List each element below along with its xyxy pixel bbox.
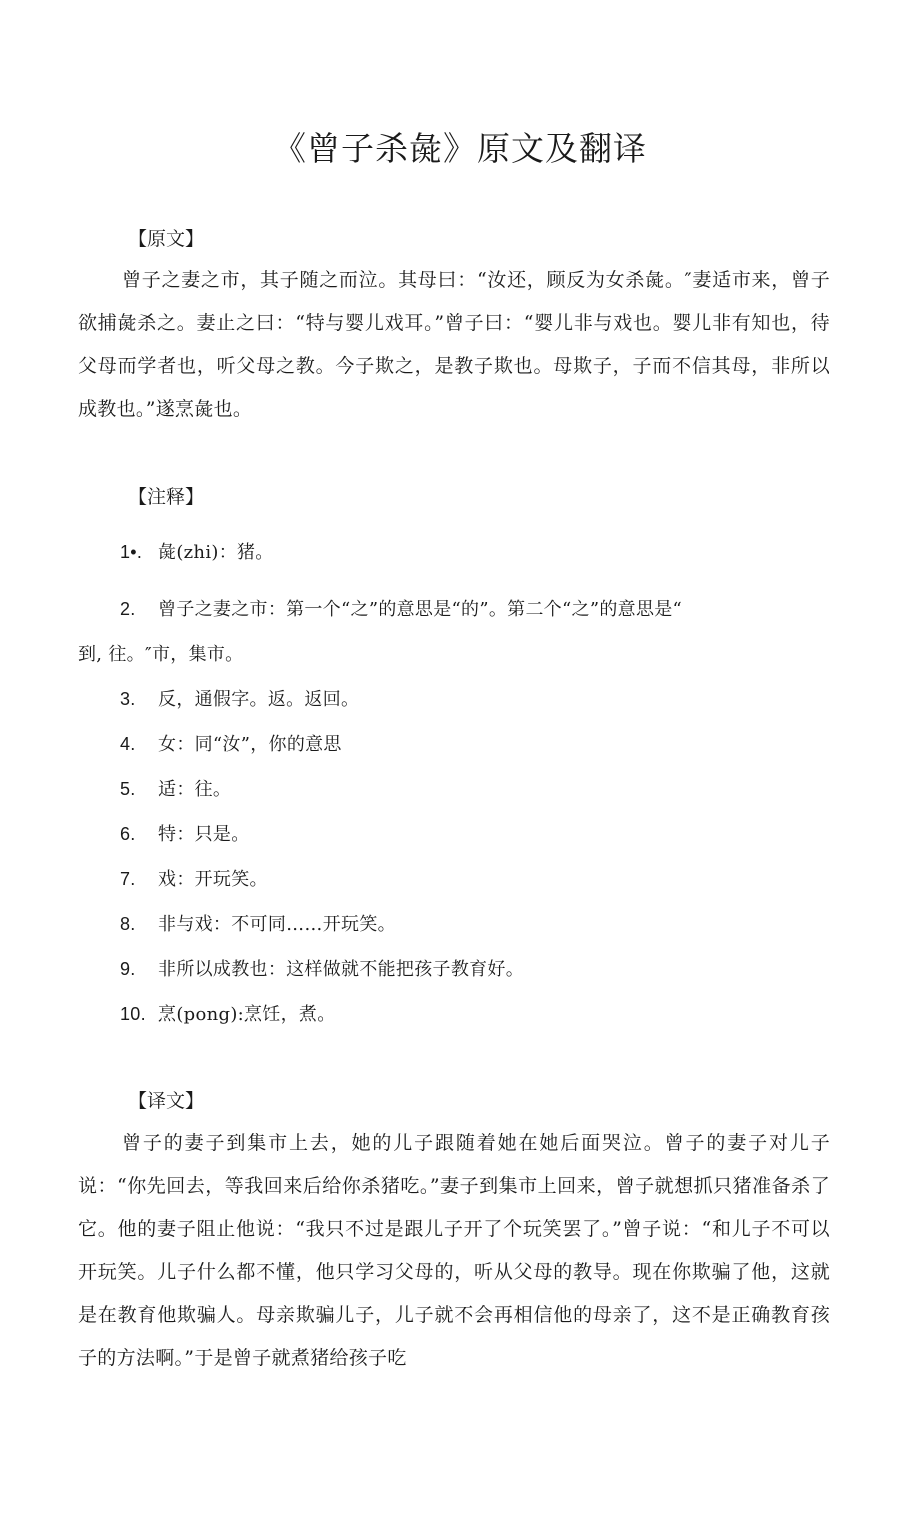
translation-text: 曾子的妻子到集市上去，她的儿子跟随着她在她后面哭泣。曾子的妻子对儿子说：“你先回去，等我回来后给你杀猪吃。”妻子到集市上回来，曾子就想抓只猪准备杀了它。他的妻子阻止他说：“我只不过是跟儿子开了个玩笑罢了。”曾子说：“和儿子不可以开玩笑。儿子什么都不懂，他只学习父母的，听从父母的教导。现在你欺骗了他，这就是在教育他欺骗人。母亲欺骗儿子，儿子就不会再相信他的母亲了，这不是正确教育孩子的方法啊。”于是曾子就煮猪给孩子吃 <box>78 1132 830 1369</box>
note-text: 适：往。 <box>158 779 232 800</box>
note-text: 女：同“汝”，你的意思 <box>158 734 342 755</box>
note-number: 2. <box>120 599 136 619</box>
note-item-6 <box>78 812 830 857</box>
note-item-4 <box>78 722 830 767</box>
note-text: 烹(pong):烹饪，煮。 <box>158 1004 336 1025</box>
note-number: 10. <box>120 1004 146 1024</box>
note-continuation: 到, 往。″市，集市。 <box>78 644 244 665</box>
page-title: 《曾子杀彘》原文及翻译 <box>273 129 647 168</box>
note-item-8 <box>78 902 830 947</box>
note-number: 8. <box>120 914 136 934</box>
note-item-2 <box>78 587 830 677</box>
note-text: 特：只是。 <box>158 824 250 845</box>
note-number: 4. <box>120 734 136 754</box>
note-number: 6. <box>120 824 136 844</box>
note-number: 7. <box>120 869 136 889</box>
note-text: 戏：开玩笑。 <box>158 869 268 890</box>
note-item-1 <box>78 530 830 575</box>
note-number: 5. <box>120 779 136 799</box>
notes-list <box>78 530 830 1037</box>
notes-heading: 【注释】 <box>128 486 205 508</box>
note-item-5 <box>78 767 830 812</box>
note-item-9 <box>78 947 830 992</box>
translation-heading: 【译文】 <box>128 1090 205 1112</box>
note-text: 非所以成教也：这样做就不能把孩子教育好。 <box>158 959 525 980</box>
original-heading: 【原文】 <box>128 228 205 250</box>
note-item-10 <box>78 992 830 1037</box>
original-text: 曾子之妻之市，其子随之而泣。其母曰：“汝还，顾反为女杀彘。″妻适市来，曾子欲捕彘杀之。妻止之曰：“特与婴儿戏耳。”曾子曰：“婴儿非与戏也。婴儿非有知也，待父母而学者也，听父母之教。今子欺之，是教子欺也。母欺子，子而不信其母，非所以成教也。”遂烹彘也。 <box>78 269 830 420</box>
note-number: 3. <box>120 689 136 709</box>
note-text: 反，通假字。返。返回。 <box>158 689 360 710</box>
note-item-7 <box>78 857 830 902</box>
note-text: 曾子之妻之市：第一个“之”的意思是“的”。第二个“之”的意思是“ <box>158 599 683 620</box>
note-text: 非与戏：不可同……开玩笑。 <box>158 914 396 935</box>
note-number: 1•. <box>120 542 143 562</box>
note-text: 彘(zhi)：猪。 <box>158 542 274 563</box>
note-number: 9. <box>120 959 136 979</box>
note-item-3 <box>78 677 830 722</box>
